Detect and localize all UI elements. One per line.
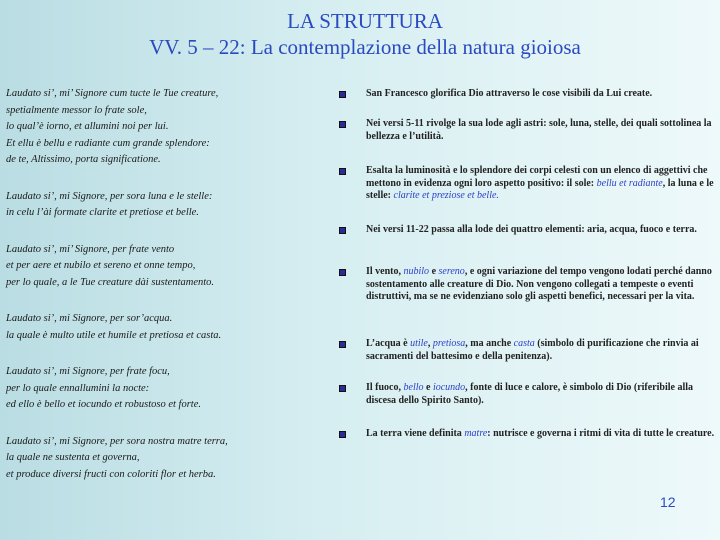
bullet-text-part: Nei versi 11-22 passa alla lode dei quattro elementi: aria, acqua, fuoco e terra.: [366, 224, 697, 235]
bullet-text: [366, 266, 716, 304]
poem-line: et produce diversi fructi con coloriti flor et herba.: [6, 468, 216, 480]
poem-line: per lo quale ennallumini la nocte:: [6, 382, 150, 394]
bullet-square-icon: [339, 168, 346, 175]
bullet-text-part: L’acqua è: [366, 338, 411, 349]
bullet-text-part: , ma anche: [465, 338, 514, 349]
poem-stanza: [6, 242, 306, 292]
bullet-text-part: Il vento,: [366, 266, 404, 277]
poem-line: la quale è multo utile et humile et pretiosa et casta.: [6, 329, 222, 341]
bullet-text-part: Esalta la luminosità e lo splendore dei corpi celesti con un elenco di aggettivi che mettono in evidenza ogni loro aspetto positivo: il sole:: [366, 165, 708, 189]
bullet-text-part: ,: [427, 338, 433, 349]
bullet-square-icon: [339, 431, 346, 438]
bullet-text-part: (simbolo di purificazione che rinvia ai sacramenti del battesimo e della penitenza).: [366, 338, 699, 362]
bullet-text-part: Nei versi 5-11 rivolge la sua lode agli astri: sole, luna, stelle, dei quali sottolinea la bellezza e l’utilità.: [366, 118, 712, 142]
highlighted-term: pretiosa: [432, 338, 466, 349]
poem-stanza: [6, 86, 306, 169]
bullet-square-icon: [339, 341, 346, 348]
page-number: 12: [660, 494, 676, 510]
highlighted-term: nubilo: [403, 266, 430, 277]
bullet-text-part: , e ogni variazione del tempo vengono lodati perché danno sostentamento alle creature di Dio. Non vengono collegati a tempeste o eventi distruttivi, ma se ne evidenziano solo gli aspetti benefici, necessari per la vita.: [366, 266, 712, 302]
bullet-text-part: San Francesco glorifica Dio attraverso le cose visibili da Lui create.: [366, 88, 653, 99]
bullet-text-part: e: [423, 382, 433, 393]
poem-stanza: [6, 189, 306, 222]
poem-line: in celu l’ài formate clarite et pretiose et belle.: [6, 207, 199, 218]
bullet-text-part: e: [429, 266, 439, 277]
highlighted-term: casta: [513, 338, 535, 349]
highlighted-term: sereno: [438, 266, 465, 277]
slide-title: [0, 8, 720, 60]
poem-line: la quale ne sustenta et governa,: [6, 452, 140, 463]
bullet-text-part: La terra viene definita: [366, 428, 465, 439]
bullet-square-icon: [339, 91, 346, 98]
title-line-2: VV. 5 – 22: La contemplazione della natura gioiosa: [149, 35, 581, 59]
highlighted-term: bellu et radiante: [596, 177, 663, 189]
poem-line: Laudato si’, mi Signore, per sora luna e le stelle:: [6, 190, 213, 202]
bullet-text: [366, 428, 716, 441]
poem-line: Laudato si’, mi Signore, per sor’acqua.: [6, 313, 173, 324]
poem-line: de te, Altissimo, porta significatione.: [6, 154, 161, 165]
poem-line: et per aere et nubilo et sereno et onne tempo,: [6, 260, 196, 271]
bullet-square-icon: [339, 121, 346, 128]
poem-line: Et ellu è bellu e radiante cum grande splendore:: [6, 137, 210, 149]
bullet-text: [366, 338, 716, 363]
poem-line: Laudato si’, mi Signore, per sora nostra matre terra,: [6, 435, 228, 447]
highlighted-term: bello: [403, 382, 424, 393]
bullet-text-part: : nutrisce e governa i ritmi di vita di tutte le creature.: [487, 428, 715, 439]
poem-line: lo qual’è iorno, et allumini noi per lui.: [6, 121, 169, 132]
bullet-text-part: , fonte di luce e calore, è simbolo di Dio (riferibile alla discesa dello Spirito Santo).: [366, 382, 694, 406]
poem-line: per lo quale, a le Tue creature dài sustentamento.: [6, 276, 215, 288]
bullet-text: [366, 382, 716, 407]
highlighted-term: clarite et preziose et belle.: [393, 190, 499, 201]
title-line-1: LA STRUTTURA: [287, 9, 443, 33]
poem-line: spetialmente messor lo frate sole,: [6, 104, 147, 116]
bullet-square-icon: [339, 385, 346, 392]
bullet-text: [366, 88, 716, 101]
bullet-square-icon: [339, 227, 346, 234]
poem-line: Laudato si’, mi’ Signore, per frate vento: [6, 243, 175, 255]
highlighted-term: matre: [464, 428, 488, 439]
bullet-square-icon: [339, 269, 346, 276]
poem-line: Laudato si’, mi Signore, per frate focu,: [6, 366, 170, 377]
bullet-text-part: , la luna e le stelle:: [366, 177, 714, 201]
poem-line: ed ello è bello et iocundo et robustoso et forte.: [6, 399, 201, 410]
bullet-text: [366, 224, 716, 237]
poem-line: Laudato si’, mi’ Signore cum tucte le Tue creature,: [6, 88, 219, 99]
bullet-text: [366, 165, 716, 203]
poem-stanza: [6, 434, 306, 484]
bullet-text: [366, 118, 716, 143]
poem-stanza: [6, 364, 306, 414]
highlighted-term: utile: [410, 338, 428, 349]
poem-column: [6, 86, 306, 503]
poem-stanza: [6, 311, 306, 344]
highlighted-term: iocundo: [432, 382, 466, 393]
bullet-text-part: Il fuoco,: [366, 382, 404, 393]
